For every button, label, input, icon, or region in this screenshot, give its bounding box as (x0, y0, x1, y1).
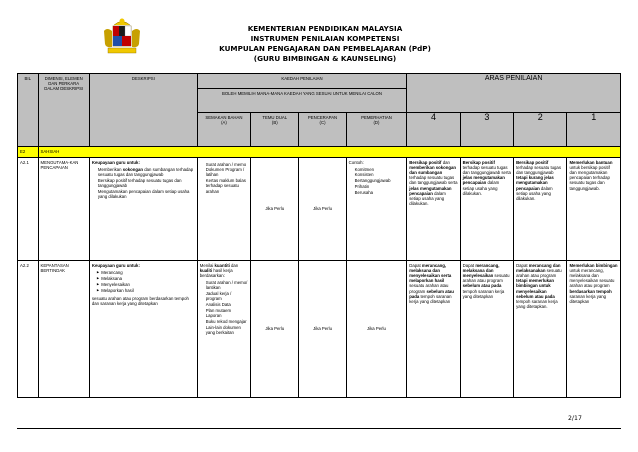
col-kaedah: KAEDAH PENILAIAN (197, 74, 407, 89)
row-level-4: Dapat merancang, melaksana dan menyelesaikan serta melaporkan hasil sesuatu arahan atau program sebelum atau pada tempoh saranan kerja yang ditetapkan (407, 261, 460, 398)
row-dimensi: MENGUTAMA-KAN PENCAPAIAN (38, 158, 89, 261)
list-item: ▪ Mengutamakan pencapaian dalam setiap usaha yang dilakukan (98, 189, 195, 199)
title-ministry: KEMENTERIAN PENDIDIKAN MALAYSIA (247, 24, 403, 33)
row-temu: Jika Perlu (251, 261, 299, 398)
list-item: ▪ Konsisten (355, 172, 405, 177)
section-row (18, 147, 621, 158)
list-item: ▪ Analisis Data (206, 302, 248, 307)
row-bil: A2.1 (18, 158, 39, 261)
level-3: 3 (460, 113, 513, 147)
col-temu: TEMU DUAL (B) (251, 113, 299, 147)
list-item: ▪ Jadual kerja / program (206, 291, 248, 301)
list-item: ▶ Menyelesaikan (97, 282, 195, 287)
level-4: 4 (407, 113, 460, 147)
list-item: ▪ Memberikan sokongan dan sumbangan terhadap sesuatu tugas dan tanggungjawab (98, 167, 195, 177)
list-item: ▪ Plan mutaem (206, 308, 248, 313)
row-pemerhatian: Jika Perlu (346, 261, 407, 398)
list-item: ▪ Laporan (206, 313, 248, 318)
level-2: 2 (514, 113, 567, 147)
title-subgroup: (GURU BIMBINGAN & KAUNSELING) (253, 54, 397, 63)
table-row (18, 158, 621, 261)
row-semakan: Menilai kuantiti dan kualiti hasil kerja berdasarkan: ▪ Surat arahan / memo/ lantikan ▪ Jadual kerja / program ▪ Analisis Data ▪ Plan mutaem ▪ Laporan ▪ Buku rekod mengajar ▪ Lain-lain dokumen yang berkaitan (197, 261, 250, 398)
title-group: KUMPULAN PENGAJARAN DAN PEMBELAJARAN (PdP) (219, 44, 431, 53)
row-level-4: Bersikap positif dan memberikan sokongan dan sumbangan terhadap sesuatu tugas dan tanggungjawab serta jelas mengutamakan pencapaian dalam setiap usaha yang dilakukan. (407, 158, 460, 261)
list-item: ▪ Berusaha (355, 190, 405, 195)
row-semakan (197, 158, 250, 261)
deskripsi-note: sesuatu arahan atau program berdasarkan tempoh dan saranan kerja yang ditetapkan (91, 296, 189, 307)
section-code: E2 (18, 147, 39, 158)
col-pemerhatian: PEMERHATIAN (D) (346, 113, 407, 147)
list-item: ▪ Dokumen Program / latihan (206, 167, 248, 177)
assessment-table (17, 73, 621, 398)
list-item: ▪ Prihatin (355, 184, 405, 189)
coat-of-arms-logo (100, 17, 144, 59)
list-item: ▪ Kertas maklum balas terhadap sesuatu arahan (206, 178, 248, 194)
list-item: ▶ Merancang (97, 270, 195, 275)
list-item: ▪ Komitmen (355, 167, 405, 172)
list-item: ▶ Melaporkan hasil (97, 288, 195, 293)
col-aras: ARAS PENILAIAN (407, 74, 621, 113)
title-instrument: INSTRUMEN PENILAIAN KOMPETENSI (250, 34, 400, 43)
col-dimensi: DIMENSI, ELEMEN DAN PERKARA DALAM DESKRIPSI (38, 74, 89, 147)
row-dimensi: KEPANTASAN BERTINDAK (38, 261, 89, 398)
col-semakan: SEMAKAN BAHAN (A) (197, 113, 250, 147)
row-level-2: Dapat merancang dan melaksanakan sesuatu arahan atau program tetapi memerlukan bimbingan untuk menyelesaikan sebelum atau pada tempoh saranan kerja yang ditetapkan. (514, 261, 567, 398)
list-item: ▪ Bersikap positif terhadap sesuatu tugas dan tanggungjawab (98, 178, 195, 188)
row-deskripsi: Keupayaan guru untuk: ▪ Memberikan sokongan dan sumbangan terhadap sesuatu tugas dan tanggungjawab ▪ Bersikap positif terhadap sesuatu tugas dan tanggungjawab ▪ Mengutamakan pencapaian dalam setiap usaha yang dilakukan (89, 158, 197, 261)
list-item: ▪ Surat arahan / memo/ lantikan (206, 280, 248, 290)
page-number: 2/17 (568, 415, 582, 422)
level-1: 1 (567, 113, 621, 147)
row-deskripsi: Keupayaan guru untuk: ▶ Merancang ▶ Melaksana ▶ Menyelesaikan ▶ Melaporkan hasil sesuatu arahan atau program berdasarkan tempoh dan saranan kerja yang ditetapkan (89, 261, 197, 398)
list-item: ▪ Buku rekod mengajar (206, 319, 248, 324)
footer-divider (17, 428, 621, 429)
table-row (18, 261, 621, 398)
row-pencerapan: Jika Perlu (299, 261, 346, 398)
section-title: SAHSIAH (38, 147, 620, 158)
row-temu: Jika Perlu (251, 158, 299, 261)
row-level-3: Dapat merancang, melaksana dan menyelesaikan sesuatu arahan atau program sebelum atau pada tempoh saranan kerja yang ditetapkan (460, 261, 513, 398)
list-item: ▪ Bertanggungjawab (355, 178, 405, 183)
row-bil: A2.2 (18, 261, 39, 398)
row-pencerapan: Jika Perlu (299, 158, 346, 261)
list-item: ▶ Melaksana (97, 276, 195, 281)
row-pemerhatian: Contoh: ▪ Komitmen ▪ Konsisten ▪ Bertanggungjawab ▪ Prihatin ▪ Berusaha (346, 158, 407, 261)
document-title-block (180, 24, 470, 64)
row-level-1: Memerlukan bantuan untuk bersikap positif dan mengutamakan pencapaian terhadap sesuatu tugas dan tanggungjawab. (567, 158, 621, 261)
col-bil: BIL (18, 74, 39, 147)
list-item: ▪ Surat arahan / memo (206, 162, 248, 167)
kaedah-instruction: BOLEH MEMILIH MANA-MANA KAEDAH YANG SESUAI UNTUK MENILAI CALON (197, 89, 407, 113)
list-item: ▪ Lain-lain dokumen yang berkaitan (206, 325, 248, 335)
row-level-3: Bersikap positif terhadap sesuatu tugas dan tanggungjawab serta jelas mengutamakan pencapaian dalam setiap usaha yang dilakukan. (460, 158, 513, 261)
row-level-1: Memerlukan bimbingan untuk merancang, melaksana dan menyelesaikan sesuatu arahan atau program berdasarkan tempoh saranan kerja yang ditetapkan (567, 261, 621, 398)
row-level-2: Bersikap positif terhadap sesuatu tugas dan tanggungjawab tetapi kurang jelas mengutamakan pencapaian dalam setiap usaha yang dilakukan. (514, 158, 567, 261)
col-pencerapan: PENCERAPAN (C) (299, 113, 346, 147)
col-deskripsi: DESKRIPSI (89, 74, 197, 147)
